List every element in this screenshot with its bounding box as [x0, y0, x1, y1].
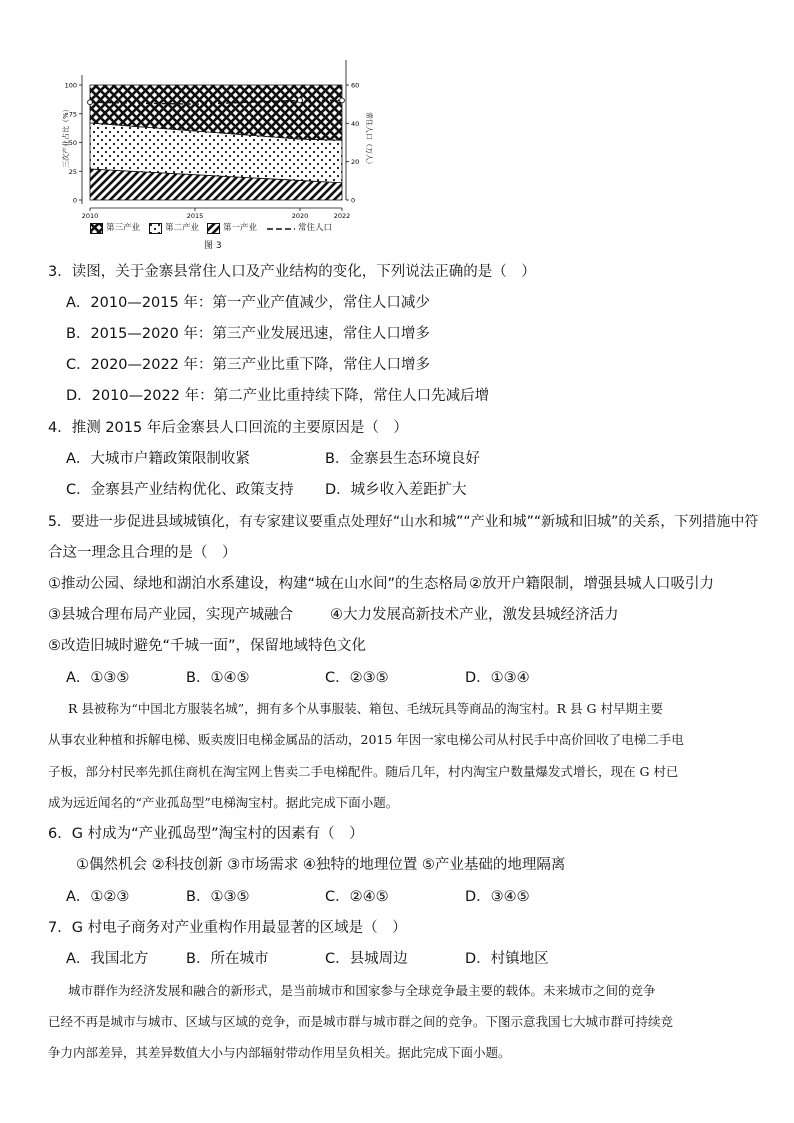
question-3-option-d[interactable]: D．2010—2022 年：第二产业比重持续下降，常住人口先减后增 [66, 388, 490, 404]
question-4-option-a[interactable]: A．大城市户籍政策限制收紧 [66, 451, 250, 467]
question-3-stem: 3．读图，关于金寨县常住人口及产业结构的变化，下列说法正确的是（ ） [48, 264, 536, 280]
question-6-option-d[interactable]: D．③④⑤ [465, 889, 530, 905]
chart-legend [84, 221, 374, 237]
question-7-option-a[interactable]: A．我国北方 [66, 951, 149, 967]
y-left-tick-label: 100 [64, 81, 77, 90]
question-5-item-3: ③县城合理布局产业园，实现产城融合 [48, 607, 293, 623]
passage-1-line-2: 从事农业种植和拆解电梯、贩卖废旧电梯金属品的活动，2015 年因一家电梯公司从村民手中高价回收了电梯二手电 [48, 732, 684, 747]
x-tick-label: 2022 [333, 212, 351, 220]
question-6-option-a[interactable]: A．①②③ [66, 889, 130, 905]
passage-2-line-3: 争力内部差异，其差异数值大小与内部辐射带动作用呈负相关。据此完成下面小题。 [48, 1045, 511, 1060]
question-4-option-b[interactable]: B．金寨县生态环境良好 [325, 451, 480, 467]
legend-swatch-population [267, 226, 295, 232]
x-tick-label: 2015 [186, 212, 204, 220]
y-right-tick-label: 60 [351, 81, 360, 90]
passage-1-line-3: 子板，部分村民率先抓住商机在淘宝网上售卖二手电梯配件。随后几年，村内淘宝户数量爆发式增长，现在 G 村已 [48, 764, 679, 779]
question-5-option-a[interactable]: A．①③⑤ [66, 670, 130, 686]
question-5-stem-line-2: 合这一理念且合理的是（ ） [48, 545, 237, 561]
question-4-option-c[interactable]: C．金寨县产业结构优化、政策支持 [66, 482, 294, 498]
question-5-item-5: ⑤改造旧城时避免“千城一面”，保留地域特色文化 [48, 638, 367, 654]
x-tick-label: 2010 [81, 212, 99, 220]
question-5-stem-line-1: 5．要进一步促进县域城镇化，有专家建议要重点处理好“山水和城”“产业和城”“新城和旧城”的关系，下列措施中符 [48, 514, 759, 530]
question-5-option-d[interactable]: D．①③④ [465, 670, 530, 686]
question-6-stem: 6．G 村成为“产业孤岛型”淘宝村的因素有（ ） [48, 826, 364, 842]
passage-2-line-1: 城市群作为经济发展和融合的新形式，是当前城市和国家参与全球竞争最主要的载体。未来城市之间的竞争 [68, 983, 656, 998]
question-3-option-a[interactable]: A．2010—2015 年：第一产业产值减少，常住人口减少 [66, 295, 430, 311]
y-right-tick-label: 20 [351, 158, 360, 167]
question-6-items: ①偶然机会 ②科技创新 ③市场需求 ④独特的地理位置 ⑤产业基础的地理隔离 [76, 857, 566, 873]
question-5-option-b[interactable]: B．①④⑤ [186, 670, 250, 686]
legend-swatch-tertiary [90, 223, 103, 234]
question-5-item-1: ①推动公园、绿地和湖泊水系建设，构建“城在山水间”的生态格局 [48, 576, 468, 592]
question-6-option-b[interactable]: B．①③⑤ [186, 889, 250, 905]
question-3-option-c[interactable]: C．2020—2022 年：第三产业比重下降，常住人口增多 [66, 357, 431, 373]
question-7-option-b[interactable]: B．所在城市 [186, 951, 269, 967]
question-5-option-c[interactable]: C．②③⑤ [325, 670, 389, 686]
y-right-tick-label: 0 [351, 196, 356, 205]
question-5-item-4: ④大力发展高新技术产业，激发县城经济活力 [330, 607, 619, 623]
legend-label-tertiary: 第三产业 [106, 223, 141, 233]
y-right-tick-label: 40 [351, 119, 360, 128]
question-7-option-d[interactable]: D．村镇地区 [465, 951, 549, 967]
legend-label-primary: 第一产业 [223, 223, 258, 233]
legend-label-population: 常住人口 [298, 223, 333, 233]
y-left-tick-label: 50 [68, 139, 77, 147]
population-point [340, 98, 345, 103]
passage-1-line-1: R 县被称为“中国北方服装名城”，拥有多个从事服装、箱包、毛绒玩具等商品的淘宝村。R 县 G 村早期主要 [68, 701, 663, 716]
y-right-axis-label: 常住人口（万人） [365, 112, 373, 168]
question-6-option-c[interactable]: C．②④⑤ [325, 889, 389, 905]
y-left-tick-label: 75 [68, 110, 77, 119]
question-4-option-d[interactable]: D．城乡收入差距扩大 [325, 482, 467, 498]
question-7-option-c[interactable]: C．县城周边 [325, 951, 408, 967]
question-7-stem: 7．G 村电子商务对产业重构作用最显著的区域是（ ） [48, 920, 407, 936]
plot-area [88, 85, 345, 200]
y-left-axis-label: 三次产业占比（%） [62, 105, 70, 168]
x-tick-label: 2020 [291, 212, 309, 220]
question-5-item-2: ②放开户籍限制，增强县城人口吸引力 [469, 576, 714, 592]
question-4-stem: 4．推测 2015 年后金寨县人口回流的主要原因是（ ） [48, 420, 408, 436]
y-left-tick-label: 25 [68, 167, 77, 176]
figure-caption: 图 3 [204, 241, 222, 251]
passage-1-line-4: 成为远近闻名的“产业孤岛型”电梯淘宝村。据此完成下面小题。 [48, 795, 399, 810]
legend-swatch-secondary [149, 223, 162, 234]
population-point [88, 100, 93, 105]
population-point [298, 98, 303, 103]
question-3-option-b[interactable]: B．2015—2020 年：第三产业发展迅速，常住人口增多 [66, 326, 430, 342]
legend-label-secondary: 第二产业 [165, 223, 200, 233]
passage-2-line-2: 已经不再是城市与城市、区域与区域的竞争，而是城市群与城市群之间的竞争。下图示意我国七大城市群可持续竞 [48, 1014, 674, 1029]
legend-swatch-primary [207, 223, 220, 234]
y-left-tick-label: 0 [72, 196, 77, 205]
